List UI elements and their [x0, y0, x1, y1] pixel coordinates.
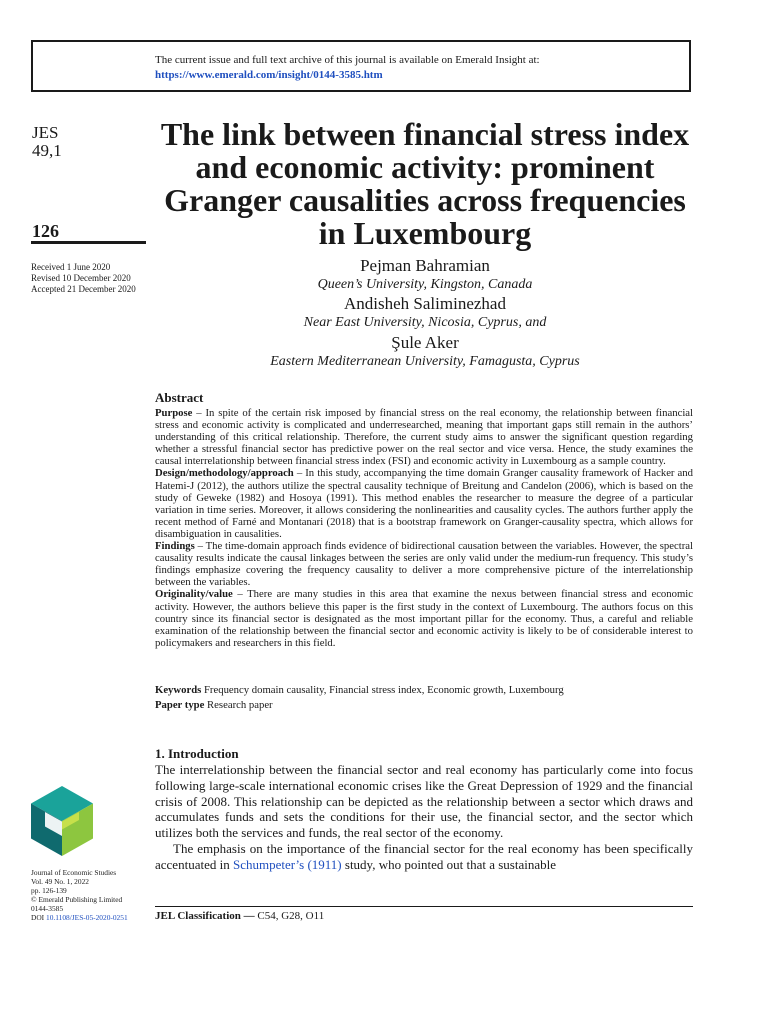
cite-doi — [31, 913, 128, 922]
page-number: 126 — [32, 221, 59, 241]
cite-pages: pp. 126-139 — [31, 886, 67, 895]
abstract-label: Design/methodology/approach — [155, 467, 294, 480]
abstract-purpose — [155, 407, 693, 467]
jel-codes: C54, G28, O11 — [254, 910, 325, 922]
author-affiliation: Queen’s University, Kingston, Canada — [317, 277, 533, 292]
page-number-rule — [31, 241, 146, 244]
section-heading-introduction: 1. Introduction — [155, 746, 239, 761]
cite-journal: Journal of Economic Studies — [31, 868, 117, 877]
author-name: Pejman Bahramian — [360, 256, 490, 275]
abstract-text: – In spite of the certain risk imposed by financial stress on the real economy, the relationship between financial stress and economic activity is complicated and underresearched, meaning that important gaps still remain in the authors’ understanding of this critical relationship. Therefore, the current study aims to answer the significant question regarding whether a stressful financial sector has predictive power on the real sector and vice versa. Hence, the study examines the causal interrelationship between financial stress index (FSI) and economic activity in Luxembourg as a sample country. — [155, 407, 693, 468]
citation-link-schumpeter[interactable]: Schumpeter’s (1911) — [232, 856, 342, 872]
intro-paragraph — [155, 841, 693, 873]
abstract-label: Purpose — [155, 407, 193, 419]
doi-label: DOI — [31, 913, 45, 922]
journal-url-link[interactable]: https://www.emerald.com/insight/0144-3585.htm — [155, 69, 383, 81]
abstract-heading: Abstract — [155, 390, 204, 405]
journal-abbrev: JES — [32, 123, 59, 142]
paper-type — [155, 699, 693, 712]
intro-paragraph: The interrelationship between the financial sector and real economy has particularly come into focus following large-scale international economic crises like the Great Depression of 1929 and the financial crisis of 2008. This relationship can be depicted as the relationship between a sector which draws and accumulates funds and sets the conditions for their use, the financial sector, and the sector which utilizes both the services and funds, the real sector of the economy. — [155, 762, 693, 841]
abstract-label: Originality/value — [155, 588, 233, 601]
jel-classification — [155, 909, 324, 923]
abstract-text: – In this study, accompanying the time domain Granger causality framework of Hacker and Hatemi-J (2012), the authors utilize the spectral causality technique of Breitung and Candelon (2006), which is based on the study of Geweke (1982) and Hosoya (1991). This method enables the researcher to measure the degree of a particular variation in time series. Moreover, it allows considering the nonlinearities and causality cycles. The authors further apply the recent method of Farné and Montanari (2018) that is a bootstrap framework on Granger-causality spectra, which allows for disambiguation in causalities. — [155, 467, 693, 540]
abstract-text: – The time-domain approach finds evidence of bidirectional causation between the variables. However, the spectral causality results indicate the causal linkages between the series are only valid under the medium-run frequency. This study’s findings emphasize covering the frequency causality to deliver a more comprehensive picture of the interrelationship between the variables. — [155, 540, 693, 589]
abstract-body — [155, 407, 693, 649]
doi-link[interactable]: 10.1108/JES-05-2020-0251 — [46, 913, 128, 922]
accepted-date: Accepted 21 December 2020 — [31, 284, 136, 294]
jel-label: JEL Classification — — [155, 910, 255, 922]
journal-volume-issue: 49,1 — [32, 141, 62, 160]
paper-type-label: Paper type — [155, 699, 205, 711]
introduction-body — [155, 762, 693, 873]
archive-notice: The current issue and full text archive of this journal is available on Emerald Insight at: — [155, 54, 540, 66]
received-date: Received 1 June 2020 — [31, 262, 111, 272]
abstract-findings — [155, 540, 693, 588]
abstract-label: Findings — [155, 540, 195, 553]
emerald-publishing-logo-icon — [31, 786, 93, 856]
article-title: The link between financial stress index and economic activity: prominent Granger causalities across frequencies in Luxembourg — [160, 116, 690, 251]
abstract-design — [155, 467, 693, 540]
author-affiliation: Near East University, Nicosia, Cyprus, and — [303, 315, 547, 330]
intro-text: The emphasis on the importance of the financial sector for the real economy has been specifically accentuated in — [155, 840, 693, 872]
cite-volume: Vol. 49 No. 1, 2022 — [31, 877, 89, 886]
footer-rule — [155, 906, 693, 907]
author-affiliation: Eastern Mediterranean University, Famagusta, Cyprus — [270, 354, 580, 369]
keywords-text: Frequency domain causality, Financial stress index, Economic growth, Luxembourg — [201, 684, 564, 696]
intro-text: study, who pointed out that a sustainable — [341, 856, 556, 872]
cite-publisher: © Emerald Publishing Limited — [31, 895, 123, 904]
revised-date: Revised 10 December 2020 — [31, 273, 131, 283]
keywords-label: Keywords — [155, 684, 202, 696]
author-name: Andisheh Saliminezhad — [344, 294, 506, 313]
paper-type-text: Research paper — [204, 699, 273, 711]
abstract-originality — [155, 588, 693, 648]
abstract-text: – There are many studies in this area that examine the nexus between financial stress and economic activity. However, the authors believe this paper is the first study in the context of Luxembourg. The authors focus on this country since its financial sector is designated as the most important pillar for the economy. Thus, a careful and reliable examination of the relationship between the financial sector and economic activity is likely to be of considerable interest to policymakers and researchers in this field. — [155, 588, 693, 649]
keywords — [155, 684, 693, 697]
author-name: Şule Aker — [391, 333, 459, 352]
cite-issn: 0144-3585 — [31, 904, 64, 913]
